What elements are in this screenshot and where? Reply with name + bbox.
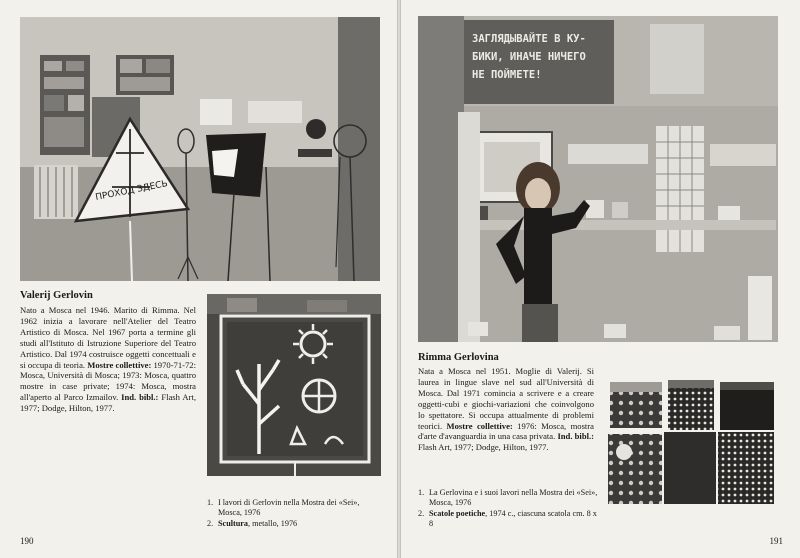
caption-number: 1.	[418, 488, 425, 497]
caption-number: 2.	[418, 508, 425, 518]
page-number-left: 190	[20, 536, 34, 546]
banner-line: ЗАГЛЯДЫВАЙТЕ В КУ-	[472, 33, 586, 45]
bibliography-label: Ind. bibl.:	[121, 392, 159, 403]
caption-item	[418, 488, 598, 509]
exhibitions-label: Mostre collettive:	[446, 420, 513, 431]
caption-text: , 1974 c., ciascuna scatola cm. 8 x 8	[429, 508, 597, 529]
banner-line: НЕ ПОЙМЕТЕ!	[472, 69, 542, 81]
caption-item	[207, 519, 385, 529]
caption-text: La Gerlovina e i suoi lavori nella Mostra dei «Sei», Mosca, 1976	[429, 488, 598, 508]
bibliography-label: Ind. bibl.:	[557, 431, 594, 442]
artist-name-gerlovin: Valerij Gerlovin	[20, 290, 93, 301]
caption-text: I lavori di Gerlovin nella Mostra dei «Sei», Mosca, 1976	[218, 498, 360, 518]
photo-gerlovin-exhibition	[20, 17, 380, 281]
sign-text: ПРОХОД ЗДЕСЬ	[94, 179, 169, 203]
caption-number: 1.	[207, 498, 214, 507]
left-page	[0, 0, 397, 558]
exhibitions-text: 1976: Mosca, mostra d'arte d'avanguardia in una casa privata.	[418, 420, 594, 442]
photo-gerlovina-exhibition	[418, 16, 778, 342]
caption-item	[418, 509, 598, 530]
caption-text: , metallo, 1976	[248, 518, 298, 528]
bibliography-text: Flash Art, 1977; Dodge, Hilton, 1977.	[20, 392, 196, 414]
page-number-right: 191	[769, 536, 783, 546]
captions-left	[207, 498, 385, 529]
exhibitions-label: Mostre collettive:	[87, 359, 152, 370]
artist-name-gerlovina: Rimma Gerlovina	[418, 352, 499, 363]
banner-line: БИКИ, ИНАЧЕ НИЧЕГО	[472, 51, 586, 63]
caption-bold: Scultura	[218, 518, 249, 528]
photo-metal-sculpture	[207, 294, 381, 476]
bibliography-text: Flash Art, 1977; Dodge, Hilton, 1977.	[418, 442, 549, 453]
artist-bio-gerlovina	[418, 366, 594, 453]
artist-bio-gerlovin	[20, 305, 196, 414]
caption-number: 2.	[207, 518, 214, 528]
photo-poetic-boxes	[606, 378, 778, 510]
bio-text: Nato a Mosca nel 1946. Marito di Rimma. Nel 1962 inizia a lavorare nell'Atelier del Teatro Artistico di Mosca. Nel 1967 porta a termine gli studi all'Istituto di Istruzione Superiore del Teatro Artistico. Dal 1974 costruisce oggetti concettuali e si occupa di teoria.	[20, 305, 196, 370]
exhibitions-text: 1970-71-72: Mosca, Università di Mosca; 1973: Mosca, quattro mostre in case private; 1974: Mosca, mostra all'aperto al Parco Izmailov.	[20, 359, 196, 403]
caption-item	[207, 498, 385, 519]
right-page	[401, 0, 800, 558]
bio-text: Nata a Mosca nel 1951. Moglie di Valerij. Si laurea in lingue slave nel sud all'Università di Mosca. Dal 1971 comincia a scrivere e a creare oggetti-cubi e giochi-variazioni che coinvolgono lo spettatore. Si occupa attualmente di problemi teorici.	[418, 366, 594, 431]
caption-bold: Scatole poetiche	[429, 508, 486, 518]
captions-right	[418, 488, 598, 530]
